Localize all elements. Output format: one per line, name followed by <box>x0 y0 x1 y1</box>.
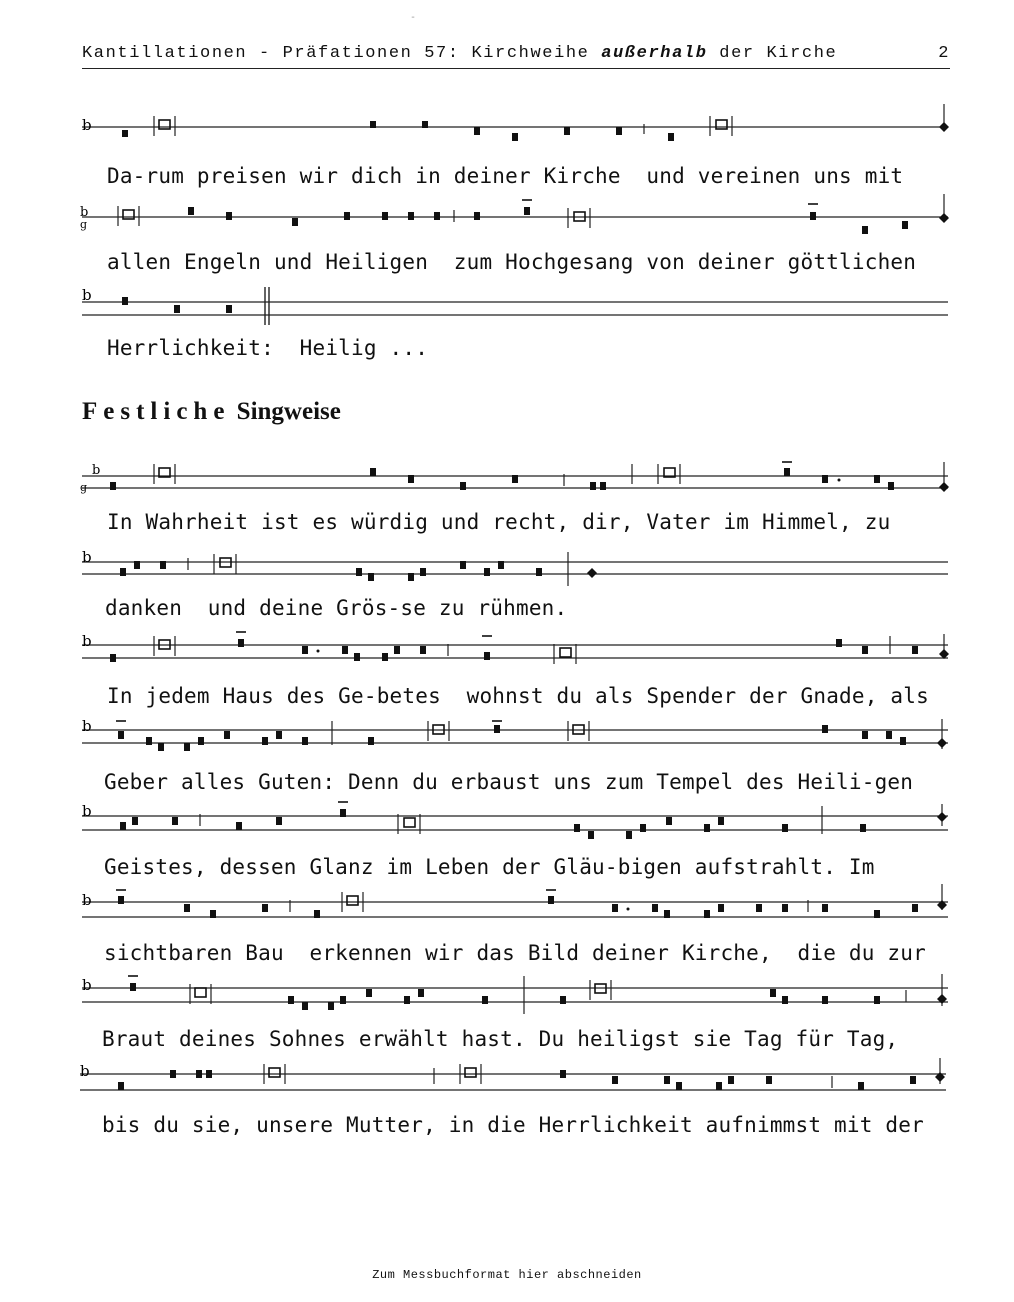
note <box>226 212 232 220</box>
note <box>120 568 126 576</box>
note <box>836 639 842 647</box>
note <box>548 896 554 904</box>
note <box>188 207 194 215</box>
lyric-line: sichtbaren Bau erkennen wir das Bild deiner Kirche, die du zur <box>104 941 926 965</box>
note <box>238 639 244 647</box>
note <box>174 305 180 313</box>
note <box>340 809 346 817</box>
chant-staff <box>78 882 958 927</box>
note <box>822 725 828 733</box>
note <box>756 904 762 912</box>
note <box>342 646 348 654</box>
note <box>224 731 230 739</box>
note <box>370 121 376 128</box>
note <box>718 904 724 912</box>
chant-staff <box>78 800 958 845</box>
flat-clef-icon: b <box>82 717 92 735</box>
note <box>860 824 866 832</box>
reciting-tone-note <box>159 120 170 129</box>
lyric-line: Herrlichkeit: Heilig ... <box>107 336 429 360</box>
note <box>498 561 504 569</box>
reciting-tone-note <box>123 210 134 219</box>
note <box>344 212 350 220</box>
note <box>912 646 918 654</box>
note <box>874 910 880 918</box>
note <box>118 1082 124 1090</box>
final-note-icon <box>937 738 947 748</box>
note <box>766 1076 772 1084</box>
flat-clef-icon: b <box>92 463 101 478</box>
flat-clef-icon: b <box>82 891 92 909</box>
lyric-line: bis du sie, unsere Mutter, in die Herrlichkeit aufnimmst mit der <box>102 1113 924 1137</box>
g-clef-icon: g <box>80 218 88 231</box>
g-clef-icon: g <box>80 481 88 494</box>
note <box>600 482 606 490</box>
note <box>874 475 880 483</box>
note <box>718 817 724 825</box>
note <box>110 654 116 662</box>
chant-staff <box>78 190 958 240</box>
note <box>130 983 136 991</box>
note <box>160 561 166 569</box>
reciting-tone-note <box>347 896 358 905</box>
scan-speck: - <box>410 12 417 23</box>
note <box>262 737 268 745</box>
note <box>262 904 268 912</box>
note <box>302 646 308 654</box>
reciting-tone-note <box>716 120 727 129</box>
note <box>484 568 490 576</box>
chant-staff <box>78 458 958 503</box>
note <box>196 1070 202 1078</box>
flat-clef-icon: b <box>82 116 92 134</box>
note <box>482 996 488 1004</box>
lyric-line: Geber alles Guten: Denn du erbaust uns zum Tempel des Heili-gen <box>104 770 914 794</box>
note <box>340 996 346 1004</box>
note <box>408 573 414 581</box>
note <box>716 1082 722 1090</box>
note <box>394 646 400 654</box>
note <box>822 996 828 1004</box>
final-note-icon <box>939 482 949 492</box>
flat-clef-icon: b <box>82 286 92 304</box>
note <box>612 1076 618 1084</box>
header-title: Kantillationen - Präfationen 57: Kirchweihe außerhalb der Kirche <box>82 44 838 63</box>
note <box>368 573 374 581</box>
chant-staff <box>78 630 958 675</box>
note <box>404 996 410 1004</box>
note <box>560 996 566 1004</box>
note <box>616 127 622 135</box>
chant-staff <box>78 285 958 330</box>
note <box>886 731 892 739</box>
note <box>146 737 152 745</box>
note <box>474 212 480 220</box>
note <box>494 725 500 733</box>
note <box>132 817 138 825</box>
note <box>354 653 360 661</box>
note <box>652 904 658 912</box>
cut-line-note: Zum Messbuchformat hier abschneiden <box>372 1268 642 1282</box>
lyric-line: Da-rum preisen wir dich in deiner Kirche und vereinen uns mit <box>107 164 904 188</box>
note <box>422 121 428 128</box>
note <box>770 989 776 997</box>
note <box>512 133 518 141</box>
note <box>110 482 116 490</box>
note <box>564 127 570 135</box>
note <box>536 568 542 576</box>
note <box>172 817 178 825</box>
note <box>524 207 530 215</box>
note <box>588 831 594 839</box>
final-note-icon <box>937 812 947 822</box>
note <box>810 212 816 220</box>
flat-clef-icon: b <box>82 632 92 650</box>
note <box>664 910 670 918</box>
note <box>626 831 632 839</box>
note <box>198 737 204 745</box>
note <box>170 1070 176 1078</box>
note <box>782 824 788 832</box>
note <box>206 1070 212 1078</box>
note <box>434 212 440 220</box>
note <box>874 996 880 1004</box>
note <box>704 824 710 832</box>
final-note-icon <box>939 122 949 132</box>
note <box>782 996 788 1004</box>
note <box>640 824 646 832</box>
note <box>292 218 298 226</box>
note <box>134 561 140 569</box>
note <box>460 482 466 490</box>
chant-staff <box>78 970 958 1015</box>
header-title-emphasis: außerhalb <box>601 44 708 63</box>
note <box>122 130 128 137</box>
note <box>888 482 894 490</box>
note <box>902 221 908 229</box>
note <box>118 731 124 739</box>
note <box>314 910 320 918</box>
note <box>276 731 282 739</box>
note <box>474 127 480 135</box>
note <box>560 1070 566 1078</box>
note <box>288 996 294 1004</box>
note <box>704 910 710 918</box>
note <box>118 896 124 904</box>
note <box>210 910 216 918</box>
note <box>664 1076 670 1084</box>
note <box>382 653 388 661</box>
note <box>120 822 126 830</box>
reciting-tone-note <box>560 648 571 657</box>
note <box>366 989 372 997</box>
note <box>484 652 490 660</box>
section-title: Festliche Singweise <box>82 398 341 425</box>
note <box>862 646 868 654</box>
note <box>408 212 414 220</box>
note <box>728 1076 734 1084</box>
note <box>328 1002 334 1010</box>
note <box>862 731 868 739</box>
lyric-line: Geistes, dessen Glanz im Leben der Gläu-bigen aufstrahlt. Im <box>104 855 875 879</box>
note <box>184 743 190 751</box>
note <box>822 904 828 912</box>
note <box>382 212 388 220</box>
final-note-icon <box>939 213 949 223</box>
note <box>158 743 164 751</box>
note <box>590 482 596 490</box>
note <box>862 226 868 234</box>
flat-clef-icon: b <box>80 205 89 220</box>
chant-staff <box>78 715 958 760</box>
note <box>858 1082 864 1090</box>
note <box>512 475 518 483</box>
note <box>276 817 282 825</box>
note <box>302 1002 308 1010</box>
page-number: 2 <box>938 44 950 63</box>
note <box>676 1082 682 1090</box>
note <box>184 904 190 912</box>
lyric-line: danken und deine Grös-se zu rühmen. <box>105 596 568 620</box>
reciting-tone-note <box>465 1068 476 1077</box>
note <box>822 475 828 483</box>
chant-staff <box>78 548 958 593</box>
note <box>356 568 362 576</box>
note <box>912 904 918 912</box>
note <box>784 468 790 476</box>
note <box>782 904 788 912</box>
reciting-tone-note <box>195 988 206 997</box>
page-header <box>82 44 950 69</box>
note <box>368 737 374 745</box>
note <box>420 646 426 654</box>
note <box>226 305 232 313</box>
note <box>418 989 424 997</box>
note <box>236 822 242 830</box>
lyric-line: Braut deines Sohnes erwählt hast. Du heiligst sie Tag für Tag, <box>102 1027 899 1051</box>
chant-staff <box>76 1056 956 1101</box>
note <box>370 468 376 476</box>
reciting-tone-note <box>269 1068 280 1077</box>
note <box>668 133 674 141</box>
note <box>910 1076 916 1084</box>
note <box>420 568 426 576</box>
note <box>612 904 618 912</box>
flat-clef-icon: b <box>82 802 92 820</box>
note <box>302 737 308 745</box>
flat-clef-icon: b <box>80 1062 90 1080</box>
chant-staff <box>78 100 958 145</box>
note <box>900 737 906 745</box>
flat-clef-icon: b <box>82 548 92 566</box>
note <box>460 561 466 569</box>
final-note-icon <box>587 568 597 578</box>
note <box>574 824 580 832</box>
reciting-tone-note <box>404 818 415 827</box>
lyric-line: allen Engeln und Heiligen zum Hochgesang von deiner göttlichen <box>107 250 917 274</box>
note <box>666 817 672 825</box>
note <box>122 297 128 305</box>
lyric-line: In Wahrheit ist es würdig und recht, dir, Vater im Himmel, zu <box>107 510 891 534</box>
lyric-line: In jedem Haus des Ge-betes wohnst du als Spender der Gnade, als <box>107 684 929 708</box>
flat-clef-icon: b <box>82 976 92 994</box>
note <box>408 475 414 483</box>
